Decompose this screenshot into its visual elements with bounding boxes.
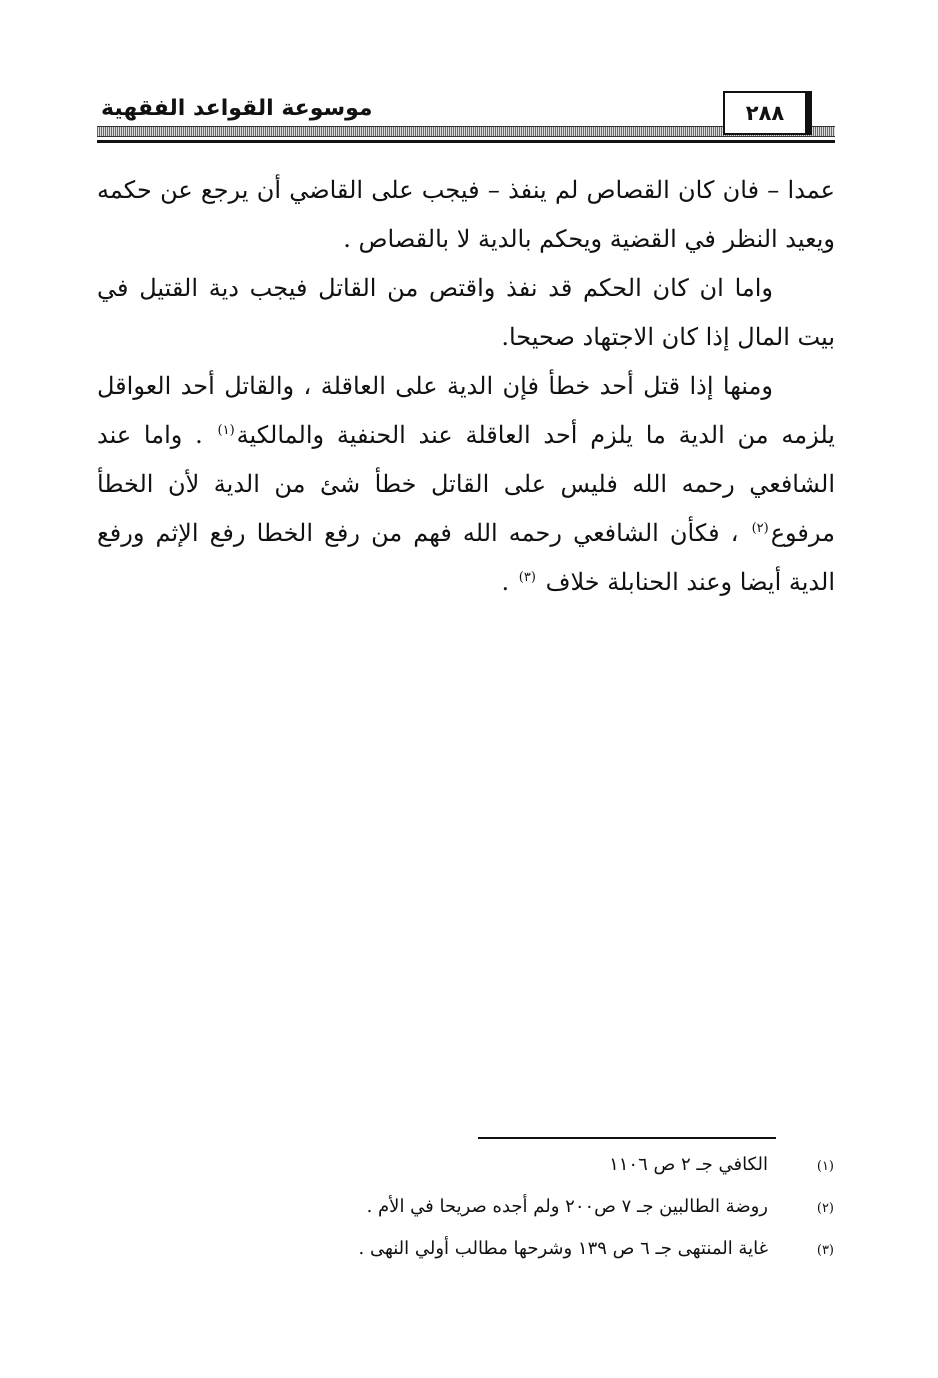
- footnote-1: [260, 1154, 840, 1196]
- footnote-3: [260, 1238, 840, 1280]
- footnote-text: روضة الطالبين جـ ٧ ص٢٠٠ ولم أجده صريحا في الأم .: [366, 1196, 768, 1217]
- running-header: [97, 88, 835, 148]
- footnote-number: (٢): [816, 1201, 834, 1216]
- header-rule: [97, 140, 835, 143]
- book-title: موسوعة القواعد الفقهية: [101, 96, 373, 121]
- paragraph-3: [97, 362, 835, 607]
- main-text: [97, 166, 835, 607]
- footnote-ref-1: (١): [217, 423, 235, 438]
- footnote-2: [260, 1196, 840, 1238]
- page-number: ٢٨٨: [723, 91, 807, 135]
- footnote-number: (٣): [816, 1243, 834, 1258]
- footnote-text: الكافي جـ ٢ ص ١١٠٦: [609, 1154, 768, 1175]
- paragraph-3-part-1: ومنها إذا قتل أحد خطأ فإن الدية على العاقلة ، والقاتل أحد العواقل يلزمه من الدية ما يلزم أحد العاقلة عند الحنفية والمالكية: [97, 372, 835, 449]
- paragraph-3-part-2: . واما عند الشافعي رحمه الله فليس على القاتل خطأ شئ من الدية لأن الخطأ مرفوع: [97, 421, 836, 547]
- paragraph-3-part-4: .: [501, 568, 510, 596]
- footnote-ref-2: (٢): [751, 521, 769, 536]
- footnote-separator: [478, 1137, 776, 1139]
- footnote-text: غاية المنتهى جـ ٦ ص ١٣٩ وشرحها مطالب أولي النهى .: [358, 1238, 768, 1259]
- footnote-number: (١): [816, 1159, 834, 1174]
- footnote-ref-3: (٣): [518, 570, 536, 585]
- paragraph-1: عمدا – فان كان القصاص لم ينفذ – فيجب على القاضي أن يرجع عن حكمه ويعيد النظر في القضية ويحكم بالدية لا بالقصاص .: [97, 176, 835, 253]
- paragraph-2: واما ان كان الحكم قد نفذ واقتص من القاتل فيجب دية القتيل في بيت المال إذا كان الاجتهاد صحيحا.: [97, 274, 835, 351]
- paragraph-3-part-3: ، فكأن الشافعي رحمه الله فهم من رفع الخطا رفع الإثم ورفع الدية أيضا وعند الحنابلة خلاف: [97, 519, 835, 596]
- footnotes: [260, 1154, 840, 1280]
